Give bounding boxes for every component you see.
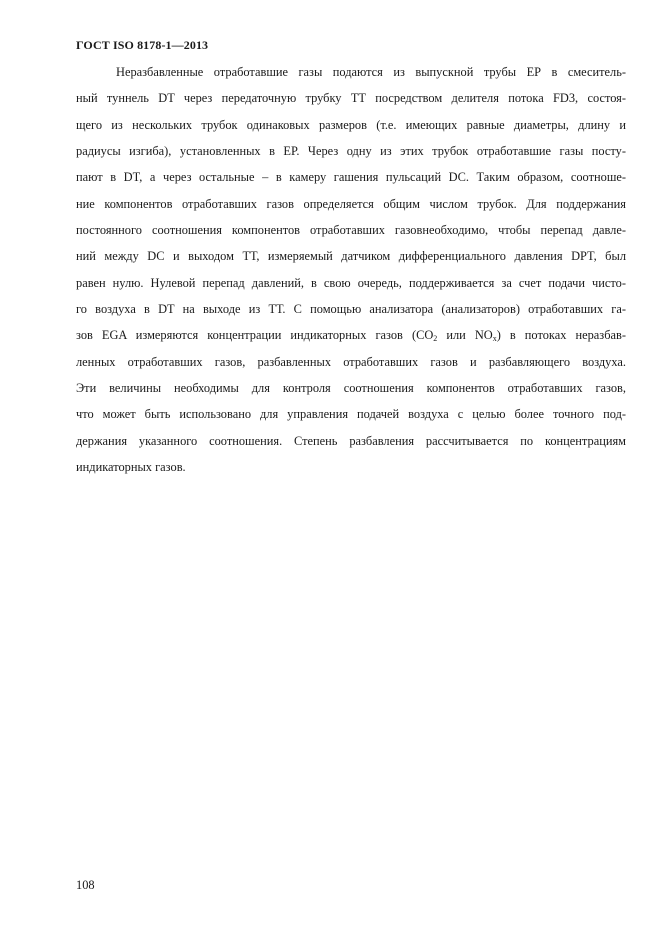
text-line: индикаторных газов. [76, 460, 186, 475]
body-paragraph [76, 59, 626, 481]
text-line: пают в DT, а через остальные – в камеру гашения пульсаций DC. Таким образом, соотноше- [76, 170, 626, 185]
text-segment: зов EGA измеряются концентрации индикаторных газов (CO [76, 328, 434, 343]
text-line: ний между DC и выходом ТТ, измеряемый датчиком дифференциального давления DPT, был [76, 249, 626, 264]
text-line: ный туннель DT через передаточную трубку ТТ посредством делителя потока FD3, состоя- [76, 91, 626, 106]
text-line: го воздуха в DT на выходе из ТТ. С помощью анализатора (анализаторов) отработавших га- [76, 302, 626, 317]
text-line: постоянного соотношения компонентов отработавших газовнеобходимо, чтобы перепад давле- [76, 223, 626, 238]
text-line: что может быть использовано для управления подачей воздуха с целью более точного под- [76, 407, 626, 422]
text-line: равен нулю. Нулевой перепад давлений, в свою очередь, поддерживается за счет подачи чисто- [76, 275, 626, 290]
subscript: 2 [433, 334, 438, 344]
text-line: Неразбавленные отработавшие газы подаются из выпускной трубы ЕР в смеситель- [116, 65, 626, 79]
text-line: ленных отработавших газов, разбавленных отработавших газов и разбавляющего воздуха. [76, 354, 626, 369]
text-line: радиусы изгиба), установленных в ЕР. Через одну из этих трубок отработавшие газы посту- [76, 144, 626, 159]
document-header: ГОСТ ISO 8178-1—2013 [76, 38, 209, 52]
text-line-with-formula [76, 322, 626, 348]
text-line: щего из нескольких трубок одинаковых размеров (т.е. имеющих равные диаметры, длину и [76, 117, 626, 132]
text-segment: ) в потоках неразбав- [496, 328, 626, 343]
subscript: x [492, 334, 497, 344]
text-line: держания указанного соотношения. Степень разбавления рассчитывается по концентрациям [76, 433, 626, 448]
page-number: 108 [76, 878, 95, 892]
text-line: ние компонентов отработавших газов определяется общим числом трубок. Для поддержания [76, 196, 626, 211]
text-line: Эти величины необходимы для контроля соотношения компонентов отработавших газов, [76, 381, 626, 396]
text-segment: или NO [437, 328, 493, 343]
